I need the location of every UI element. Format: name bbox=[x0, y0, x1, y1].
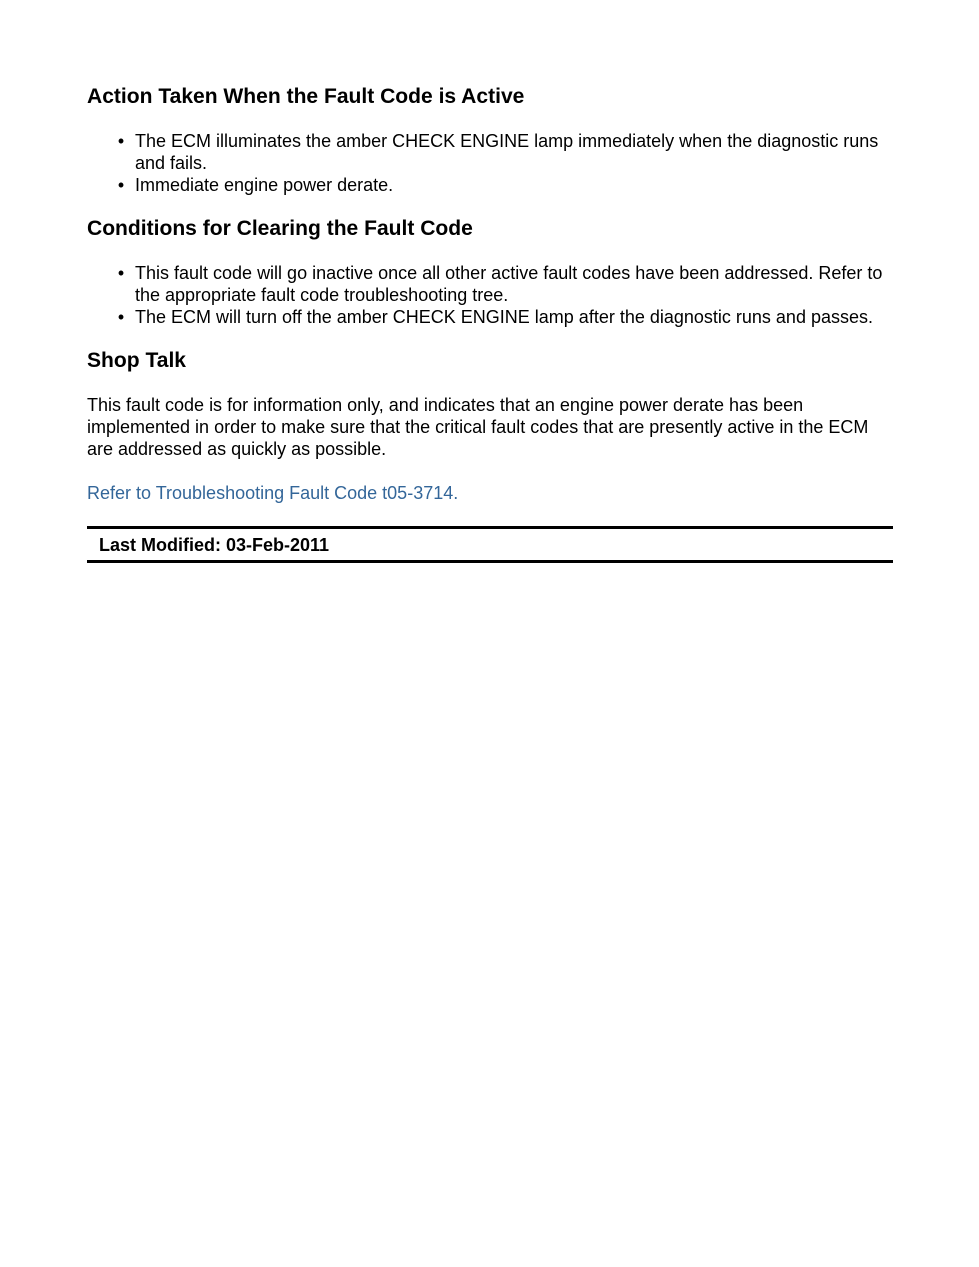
bullet-icon: • bbox=[117, 307, 125, 327]
last-modified-label: Last Modified: 03-Feb-2011 bbox=[99, 535, 330, 555]
last-modified-footer bbox=[87, 526, 893, 563]
action-heading: Action Taken When the Fault Code is Active bbox=[87, 85, 525, 108]
action-list bbox=[87, 130, 893, 196]
bullet-icon: • bbox=[117, 263, 125, 283]
document-page bbox=[87, 86, 893, 563]
list-item-text: This fault code will go inactive once all other active fault codes have been addressed. Refer to the appropriate fault code troubleshooting tree. bbox=[135, 263, 883, 305]
bullet-icon: • bbox=[117, 175, 125, 195]
list-item-text: Immediate engine power derate. bbox=[135, 175, 394, 195]
reference-link-row bbox=[87, 482, 893, 504]
list-item bbox=[87, 130, 893, 174]
clearing-list bbox=[87, 262, 893, 328]
shop-talk-heading: Shop Talk bbox=[87, 349, 187, 372]
list-item bbox=[87, 306, 893, 328]
shop-talk-paragraph: This fault code is for information only, and indicates that an engine power derate has been implemented in order to make sure that the critical fault codes that are presently active in the ECM are addressed as quickly as possible. bbox=[87, 395, 869, 459]
troubleshooting-link[interactable]: Refer to Troubleshooting Fault Code t05-3714. bbox=[87, 483, 459, 503]
bullet-icon: • bbox=[117, 131, 125, 151]
list-item bbox=[87, 174, 893, 196]
list-item bbox=[87, 262, 893, 306]
list-item-text: The ECM will turn off the amber CHECK ENGINE lamp after the diagnostic runs and passes. bbox=[135, 307, 873, 327]
clearing-heading: Conditions for Clearing the Fault Code bbox=[87, 217, 473, 240]
list-item-text: The ECM illuminates the amber CHECK ENGINE lamp immediately when the diagnostic runs and fails. bbox=[135, 131, 879, 173]
